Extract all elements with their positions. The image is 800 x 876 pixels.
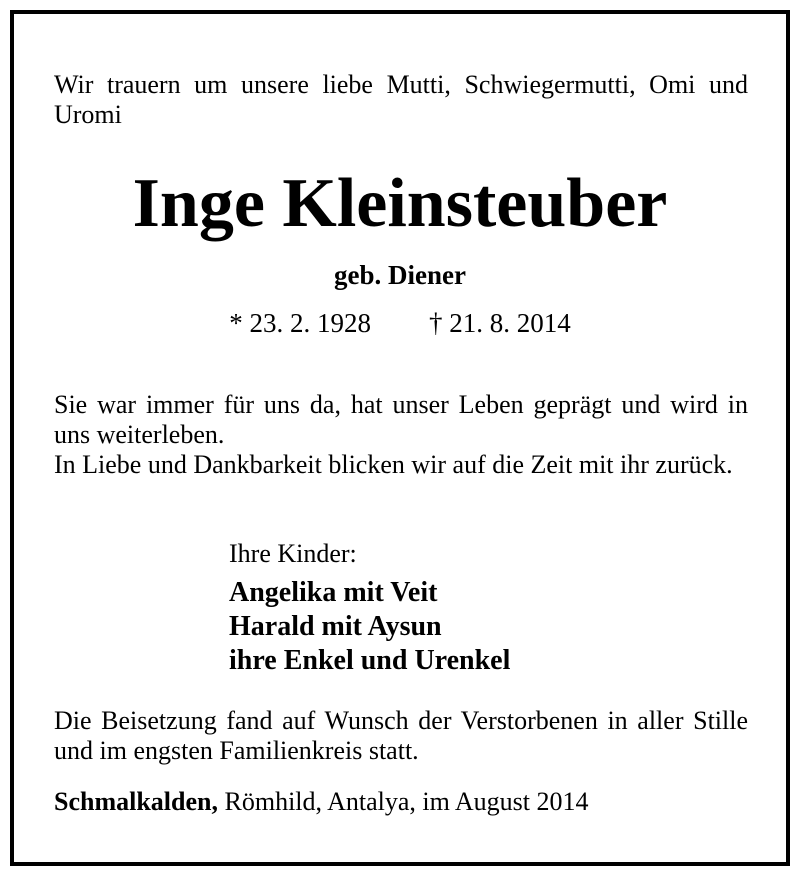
life-dates — [0, 306, 800, 340]
family-member: Angelika mit Veit — [229, 577, 438, 608]
maiden-name: geb. Diener — [334, 260, 466, 290]
tribute-paragraph: In Liebe und Dankbarkeit blicken wir auf die Zeit mit ihr zurück. — [54, 450, 733, 479]
tribute-text — [54, 390, 748, 480]
family-label: Ihre Kinder: — [229, 539, 357, 568]
intro-text: Wir trauern um unsere liebe Mutti, Schwiegermutti, Omi und Uromi — [54, 70, 748, 129]
tribute-paragraph: Sie war immer für uns da, hat unser Leben geprägt und wird in uns weiterleben. — [54, 390, 748, 449]
place-bold: Schmalkalden, — [54, 787, 218, 816]
birth-date: * 23. 2. 1928 — [229, 308, 371, 338]
funeral-note: Die Beisetzung fand auf Wunsch der Verstorbenen in aller Stille und im engsten Familienkreis statt. — [54, 706, 748, 765]
family-list — [229, 538, 510, 678]
place-and-date — [54, 786, 589, 818]
family-member: Harald mit Aysun — [229, 611, 442, 642]
deceased-name: Inge Kleinsteuber — [132, 165, 668, 242]
death-date: † 21. 8. 2014 — [429, 308, 571, 338]
place-rest: Römhild, Antalya, im August 2014 — [218, 787, 589, 816]
family-member: ihre Enkel und Urenkel — [229, 645, 511, 676]
